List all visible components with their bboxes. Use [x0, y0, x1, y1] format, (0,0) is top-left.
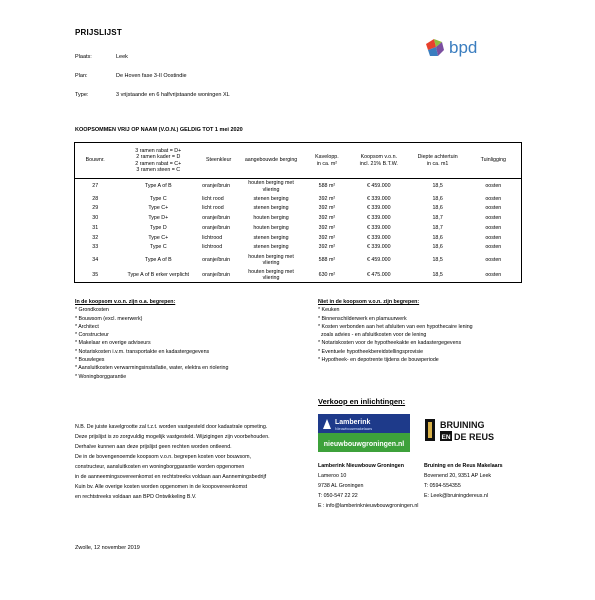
excluded-item: * Eventuele hypotheekbereidstellingsprovisie: [318, 348, 424, 355]
table-cell-ligging: oosten: [466, 194, 522, 204]
table-header-cell: Kavelopp. in ca. m²: [306, 143, 348, 179]
note-line: in de aanneemingsovereenkomst en rechtstreeks voldaan aan Aannemingsbedrijf: [75, 474, 267, 480]
koopsommen-title: KOOPSOMMEN VRIJ OP NAAM (V.O.N.) GELDIG TOT 1 mei 2020: [75, 127, 243, 133]
included-item: * Constructeur: [75, 332, 109, 339]
table-cell-type: Type C: [149, 195, 167, 202]
lamberink-line: Lameroo 10: [318, 473, 347, 479]
table-cell-steen: lichtrood: [202, 244, 223, 251]
page-title: PRIJSLIJST: [75, 28, 122, 37]
table-cell-koopsom: € 339.000: [367, 195, 391, 202]
table-cell-kavel: 588 m²: [318, 256, 336, 263]
table-cell-kavel: 630 m²: [306, 267, 348, 283]
note-line: constructeur, aansluitkosten en woningborggarantie worden opgenomen: [75, 464, 245, 470]
table-cell-koopsom: € 339.000: [367, 244, 391, 251]
table-cell-type: Type A of B erker verplicht: [115, 267, 201, 283]
included-item: * Bouwsom (excl. meerwerk): [75, 315, 143, 322]
svg-text:Nieuwbouwmakelaars: Nieuwbouwmakelaars: [335, 427, 373, 431]
table-row: [75, 213, 522, 223]
table-cell-ligging: oosten: [466, 242, 522, 252]
table-header-cell: Diepte achtertuin in ca. m1: [410, 143, 466, 179]
table-cell-ligging: oosten: [466, 267, 522, 283]
table-row: [75, 223, 522, 233]
excluded-section: [318, 298, 568, 364]
table-cell-type: Type C: [149, 244, 167, 251]
table-cell-kavel: 588 m²: [318, 183, 336, 190]
table-cell-steen: lichtrood: [202, 234, 223, 241]
table-row: [75, 194, 522, 204]
lamberink-logo: [318, 414, 410, 452]
table-cell-kavel: 392 m²: [318, 205, 336, 212]
table-row: [75, 233, 522, 243]
table-cell-koopsom: € 339.000: [367, 234, 391, 241]
table-cell-berging: houten berging: [253, 215, 289, 222]
table-cell-ligging: oosten: [466, 252, 522, 267]
table-cell-type: Type C+: [148, 205, 169, 212]
svg-text:nieuwbouwgroningen.nl: nieuwbouwgroningen.nl: [323, 441, 405, 448]
table-cell-diepte: 18,6: [432, 205, 443, 212]
table-row: [75, 179, 522, 195]
bpd-logo-mark: [426, 39, 444, 56]
table-cell-diepte: 18,5: [432, 183, 443, 190]
lamberink-contact: [318, 461, 419, 511]
table-cell-steen: oranje/bruin: [202, 183, 231, 190]
note-line: Derhalve kunnen aan deze prijslijst geen rechten worden ontleend.: [75, 444, 232, 450]
table-cell-berging: houten berging met vliering: [236, 267, 306, 283]
bruining-contact: [424, 461, 503, 501]
table-cell-type: Type D: [149, 224, 167, 231]
table-cell-type: Type A of B: [144, 183, 172, 190]
meta-value: De Hoven fase 3-II Oostindie: [116, 73, 187, 79]
table-cell-diepte: 18,7: [432, 224, 443, 231]
excluded-item: * Kosten verbonden aan het afsluiten van een hypothecaire lening: [318, 323, 473, 330]
table-cell-koopsom: € 459.000: [367, 256, 391, 263]
verkoop-heading: Verkoop en inlichtingen:: [318, 397, 406, 406]
lamberink-line: 9738 AL Groningen: [318, 483, 364, 489]
note-line: De in de bovengenoemde koopsom v.o.n. begrepen kosten voor bouwsom,: [75, 454, 251, 460]
excluded-item: * Hypotheek- en depotrente tijdens de bouwperiode: [318, 357, 439, 364]
excluded-item: * Binnenschilderwerk en plamuurwerk: [318, 315, 407, 322]
included-section: [75, 298, 315, 381]
table-cell-nr: 27: [75, 179, 116, 195]
table-cell-steen: oranje/bruin: [202, 256, 231, 263]
table-cell-nr: 28: [75, 194, 116, 204]
table-cell-ligging: oosten: [466, 233, 522, 243]
note-line: Kuin bv. Alle overige kosten worden opgenomen in de koopovereenkomst: [75, 484, 248, 490]
table-cell-koopsom: € 339.000: [367, 215, 391, 222]
table-cell-nr: 32: [75, 233, 116, 243]
table-header-cell: Koopsom v.o.n. incl. 21% B.T.W.: [348, 143, 410, 179]
table-cell-kavel: 392 m²: [318, 224, 336, 231]
lamberink-lines: [318, 471, 419, 511]
included-list: [75, 306, 315, 381]
bruining-lines: [424, 471, 503, 501]
table-header-cell: Bouwnr.: [75, 143, 116, 179]
table-cell-steen: licht rood: [202, 195, 224, 202]
meta-value: Leek: [116, 54, 128, 60]
table-cell-kavel: 392 m²: [318, 195, 336, 202]
table-cell-ligging: oosten: [466, 204, 522, 214]
table-cell-berging: stenen berging: [253, 244, 289, 251]
table-cell-kavel: 392 m²: [318, 244, 336, 251]
table-cell-kavel: 392 m²: [318, 234, 336, 241]
table-cell-berging: houten berging met vliering: [248, 253, 294, 266]
table-cell-type: Type A of B: [144, 256, 172, 263]
excluded-item: * Notariskosten voor de hypotheekakte en kadastergegevens: [318, 340, 462, 347]
table-row: [75, 267, 522, 283]
lamberink-name: Lamberink Nieuwbouw Groningen: [318, 463, 404, 469]
lamberink-line: E : info@lamberinknieuwbouwgroningen.nl: [318, 503, 419, 509]
meta-label: Plan:: [75, 73, 88, 79]
note-line: N.B. De juiste kavelgrootte zal t.z.t. worden vastgesteld door kadastrale opmeting.: [75, 424, 268, 430]
table-cell-type: Type C+: [148, 234, 169, 241]
bruining-line: Bovenend 20, 9351 AP Leek: [424, 473, 492, 479]
table-cell-ligging: oosten: [466, 179, 522, 195]
table-cell-nr: 34: [75, 252, 116, 267]
table-cell-steen: oranje/bruin: [201, 267, 236, 283]
included-item: * Woningborggarantie: [75, 373, 127, 380]
table-cell-koopsom: € 339.000: [367, 205, 391, 212]
excluded-heading: Niet in de koopsom v.o.n. zijn begrepen:: [318, 299, 420, 305]
bruining-line: T: 0594-554355: [424, 483, 461, 489]
table-cell-nr: 35: [75, 267, 116, 283]
table-cell-ligging: oosten: [466, 213, 522, 223]
note-line: en rechtstreeks voldaan aan BPD Ontwikkeling B.V.: [75, 494, 197, 500]
table-cell-diepte: 18,6: [432, 234, 443, 241]
table-header-cell: Tuinligging: [466, 143, 522, 179]
table-cell-steen: oranje/bruin: [202, 215, 231, 222]
included-item: * Makelaar en overige adviseurs: [75, 340, 151, 347]
table-header-cell: 3 ramen rabat = D+ 2 ramen kader = D 2 ramen rabat = C+ 3 ramen steen = C: [115, 143, 201, 179]
table-cell-berging: stenen berging: [253, 195, 289, 202]
table-cell-diepte: 18,5: [432, 256, 443, 263]
bpd-logo: [424, 36, 504, 58]
excluded-list: [318, 306, 568, 364]
table-row: [75, 252, 522, 267]
meta-label: Type:: [75, 92, 89, 98]
svg-text:BRUINING: BRUINING: [440, 420, 485, 430]
svg-text:EN: EN: [441, 434, 451, 441]
table-cell-diepte: 18,5: [410, 267, 466, 283]
table-cell-diepte: 18,6: [432, 244, 443, 251]
included-item: * Grondkosten: [75, 307, 109, 314]
bpd-logo-text: bpd: [449, 38, 478, 57]
table-cell-nr: 30: [75, 213, 116, 223]
table-header-cell: aangebouwde berging: [236, 143, 306, 179]
table-cell-koopsom: € 339.000: [367, 224, 391, 231]
table-cell-kavel: 392 m²: [318, 215, 336, 222]
included-item: * Architect: [75, 323, 99, 330]
excluded-item: * Keuken: [318, 307, 340, 314]
meta-value: 3 vrijstaande en 6 halfvrijstaande woningen XL: [116, 92, 230, 98]
meta-label: Plaats:: [75, 54, 92, 60]
included-heading: In de koopsom v.o.n. zijn o.a. begrepen:: [75, 299, 176, 305]
svg-text:DE REUS: DE REUS: [454, 432, 495, 442]
bruining-name: Bruining en de Reus Makelaars: [424, 463, 503, 469]
table-header-cell: Steenkleur: [201, 143, 236, 179]
table-cell-nr: 29: [75, 204, 116, 214]
table-header-row: [75, 143, 522, 179]
table-body: [75, 179, 522, 283]
table-cell-nr: 33: [75, 242, 116, 252]
table-cell-berging: stenen berging: [253, 234, 289, 241]
table-cell-type: Type D+: [148, 215, 169, 222]
note-line: Deze prijslijst is zo zorgvuldig mogelijk vastgesteld. Wijzigingen zijn voorbehouden.: [75, 434, 270, 440]
bruining-line: E: Leek@bruiningdereus.nl: [424, 493, 488, 499]
included-item: * Bouwleges: [75, 357, 105, 364]
lamberink-line: T: 050-547 22 22: [318, 493, 358, 499]
date-line: Zwolle, 12 november 2019: [75, 545, 140, 551]
price-table: [74, 142, 522, 283]
table-cell-berging: stenen berging: [253, 205, 289, 212]
table-cell-steen: oranje/bruin: [202, 224, 231, 231]
table-cell-berging: houten berging met vliering: [248, 180, 294, 193]
included-item: * Notariskosten i.v.m. transportakte en kadastergegevens: [75, 348, 210, 355]
svg-text:Lamberink: Lamberink: [335, 419, 371, 426]
table-cell-koopsom: € 459.000: [367, 183, 391, 190]
table-cell-steen: licht rood: [202, 205, 224, 212]
excluded-item: zoals advies - en afsluitkosten voor de lening: [318, 332, 427, 339]
table-cell-diepte: 18,6: [432, 195, 443, 202]
table-row: [75, 204, 522, 214]
table-cell-koopsom: € 475.000: [348, 267, 410, 283]
notes: [75, 422, 325, 502]
table-row: [75, 242, 522, 252]
included-item: * Aansluitkosten verwarmingsinstallatie, water, elektra en riolering: [75, 365, 229, 372]
table-cell-nr: 31: [75, 223, 116, 233]
table-cell-diepte: 18,7: [432, 215, 443, 222]
bruining-logo: [424, 416, 516, 444]
table-cell-ligging: oosten: [466, 223, 522, 233]
table-cell-berging: houten berging: [253, 224, 289, 231]
